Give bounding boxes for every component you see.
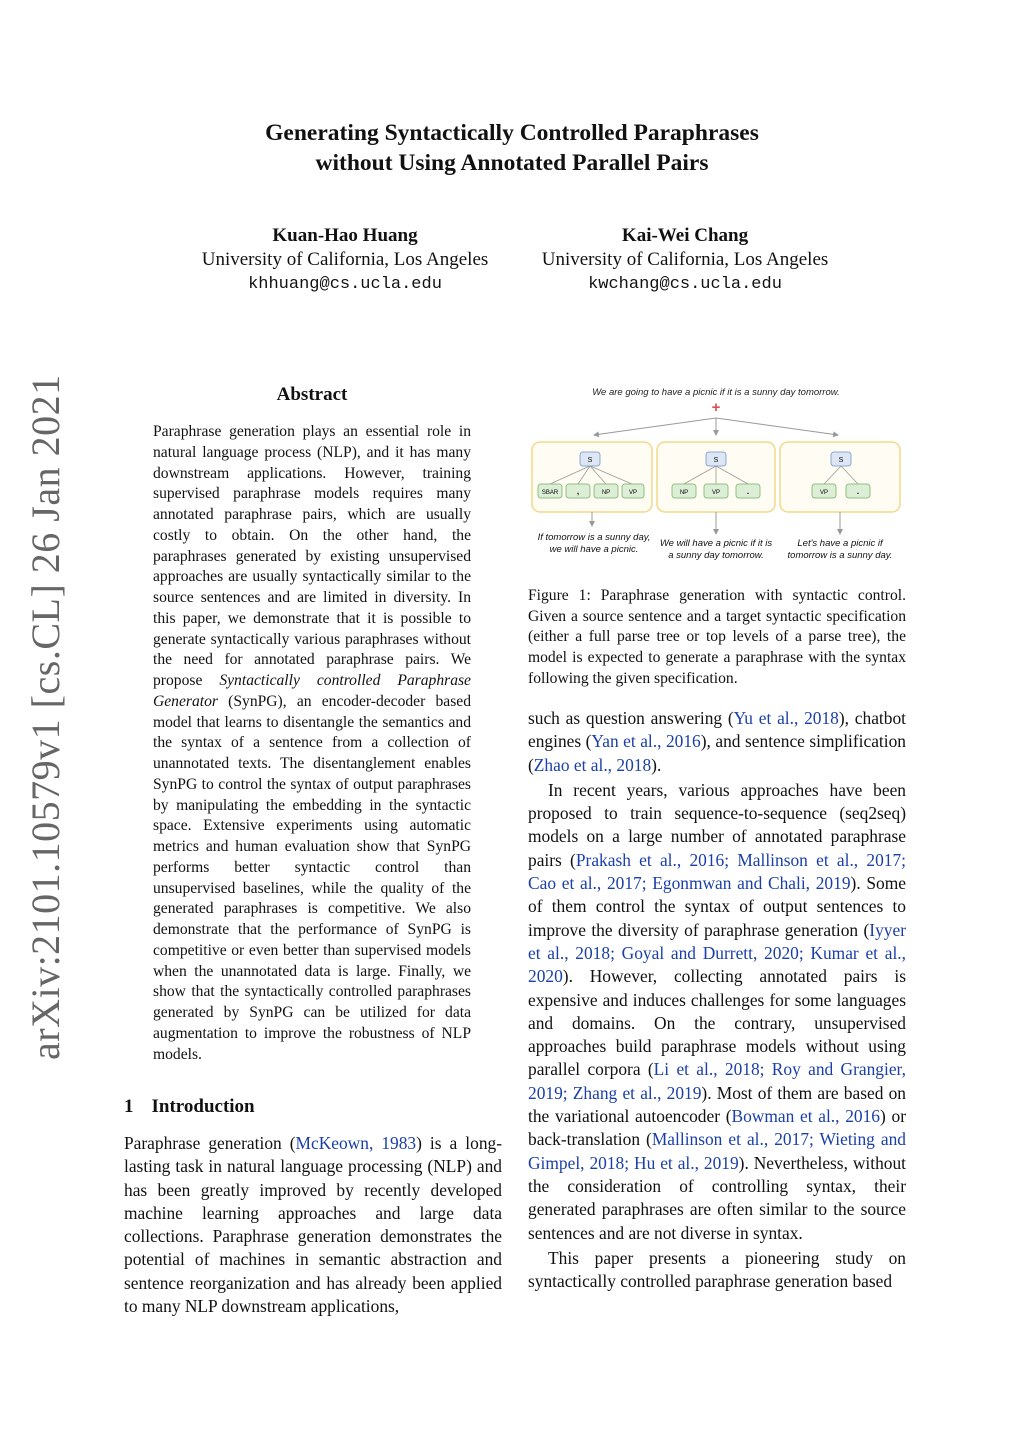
citation-link[interactable]: Zhao et al., 2018 xyxy=(533,754,652,775)
tree-1-output: If tomorrow is a sunny day, we will have a picnic. xyxy=(537,532,651,555)
plus-icon: + xyxy=(711,399,721,416)
tree-node-label: S xyxy=(587,457,593,464)
citation-link[interactable]: Iyyer et al., 2018; Goyal and Durrett, 2020; Kumar et al., 2020 xyxy=(528,919,906,987)
author-2-email[interactable]: kwchang@cs.ucla.edu xyxy=(588,275,782,294)
tree-node-label: VP xyxy=(711,490,721,496)
right-paragraph-3: This paper presents a pioneering study on syntactically controlled paraphrase generation based xyxy=(528,1247,906,1292)
section-heading-introduction xyxy=(124,1096,255,1118)
paper-title-line-1: Generating Syntactically Controlled Paraphrases xyxy=(265,120,759,146)
tree-node-label: S xyxy=(713,457,719,464)
abstract-model-name: Syntactically controlled Paraphrase Generator xyxy=(153,672,471,710)
citation-link[interactable]: Bowman et al., 2016 xyxy=(731,1106,880,1127)
tree-node-label: S xyxy=(838,457,844,464)
tree-2-output: We will have a picnic if it is a sunny day tomorrow. xyxy=(659,538,773,561)
parse-tree-1 xyxy=(532,442,652,512)
right-paragraph-1: such as question answering (Yu et al., 2018), chatbot engines (Yan et al., 2016), and sentence simplification (Zhao et al., 2018). xyxy=(528,708,906,775)
abstract-text-part-b: (SynPG), an encoder-decoder based model that learns to disentangle the semantics and the syntax of a sentence from a collection of unannotated texts. The disentanglement enables SynPG to control the syntax of output paraphrases by manipulating the embedding in the syntactic space. Extensive experiments using automatic metrics and human evaluation show that SynPG performs better syntactic control than unsupervised baselines, while the quality of the generated paraphrases is competitive. We also demonstrate that the performance of SynPG is competitive or even better than supervised models when the unannotated data is large. Finally, we show that the syntactically controlled paraphrases generated by SynPG can be utilized for data augmentation to improve the robustness of NLP models. xyxy=(153,692,471,1063)
tree-node-label: . xyxy=(856,487,860,496)
intro-text: ) is a long-lasting task in natural language processing (NLP) and has been greatly improved by recently developed machine learning approaches and large data collections. Paraphrase generation demonstrates the potential of machines in semantic abstraction and sentence reorganization and has already been applied to many NLP downstream applications, xyxy=(124,1133,503,1317)
citation-link[interactable]: McKeown, 1983 xyxy=(295,1133,417,1153)
tree-node-label: , xyxy=(576,487,580,496)
right-paragraph-2: In recent years, various approaches have been proposed to train sequence-to-sequence (seq2seq) models on a large number of annotated paraphrase pairs (Prakash et al., 2016; Mallinson et al., 2017; Cao et al., 2017; Egonmwan and Chali, 2019). Some of them control the syntax of output sentences to improve the diversity of paraphrase generation (Iyyer et al., 2018; Goyal and Durrett, 2020; Kumar et al., 2020). However, collecting annotated pairs is expensive and induces challenges for some languages and domains. On the contrary, unsupervised approaches build paraphrase models without using parallel corpora (Li et al., 2018; Roy and Grangier, 2019; Zhang et al., 2019). Most of them are based on the variational autoencoder (Bowman et al., 2016) or back-translation (Mallinson et al., 2017; Wieting and Gimpel, 2018; Hu et al., 2019). Nevertheless, without the consideration of controlling syntax, their generated paraphrases are often similar to the source sentences and are not diverse in syntax. xyxy=(528,779,907,1243)
citation-link[interactable]: Yan et al., 2016 xyxy=(591,731,701,752)
tree-node-label: VP xyxy=(628,490,638,496)
tree-3-output: Let's have a picnic if tomorrow is a sunny day. xyxy=(787,538,893,561)
citation-link[interactable]: Yu et al., 2018 xyxy=(733,708,839,728)
section-title: Introduction xyxy=(151,1096,255,1117)
arxiv-stamp: arXiv:2101.10579v1 [cs.CL] 26 Jan 2021 xyxy=(23,374,68,1060)
author-2-affiliation: University of California, Los Angeles xyxy=(541,249,829,270)
section-number: 1 xyxy=(124,1096,134,1117)
tree-node-label: NP xyxy=(679,490,689,496)
citation-link[interactable]: Prakash et al., 2016; Mallinson et al., 2017; Cao et al., 2017; Egonmwan and Chali, 2019 xyxy=(528,849,907,894)
paper-title-line-2: without Using Annotated Parallel Pairs xyxy=(315,150,709,176)
citation-link[interactable]: Li et al., 2018; Roy and Grangier, 2019; Zhang et al., 2019 xyxy=(528,1059,906,1103)
citation-link[interactable]: Mallinson et al., 2017; Wieting and Gimpel, 2018; Hu et al., 2019 xyxy=(528,1129,906,1173)
tree-node-label: . xyxy=(746,487,750,496)
arrow-to-tree-3 xyxy=(716,418,838,435)
parse-tree-2 xyxy=(657,442,775,512)
source-sentence: We are going to have a picnic if it is a sunny day tomorrow. xyxy=(592,387,840,398)
arrow-to-tree-1 xyxy=(594,418,716,435)
author-2-name: Kai-Wei Chang xyxy=(621,225,749,246)
author-1-name: Kuan-Hao Huang xyxy=(272,225,418,246)
intro-paragraph-1 xyxy=(124,1132,502,1318)
tree-node-label: VP xyxy=(819,490,829,496)
abstract-heading: Abstract xyxy=(276,384,348,405)
tree-node-label: SBAR xyxy=(541,490,559,496)
abstract-text-part-a: Paraphrase generation plays an essential role in natural language process (NLP), and it has many downstream applications. However, training supervised paraphrase models requires many annotated paraphrase pairs, which are usually costly to obtain. On the other hand, the paraphrases generated by existing unsupervised approaches are usually syntactically similar to the source sentences and are limited in diversity. In this paper, we demonstrate that it is possible to generate syntactically various paraphrases without the need for annotated paraphrase pairs. We propose xyxy=(153,423,471,689)
tree-node-label: NP xyxy=(601,490,611,496)
author-1-email[interactable]: khhuang@cs.ucla.edu xyxy=(248,275,442,294)
intro-text: Paraphrase generation ( xyxy=(124,1133,296,1153)
right-column-text xyxy=(528,707,906,1293)
figure-1-caption: Figure 1: Paraphrase generation with syntactic control. Given a source sentence and a target syntactic specification (either a full parse tree or top levels of a parse tree), the model is expected to generate a paraphrase with the syntax following the given specification. xyxy=(528,587,906,687)
author-1-affiliation: University of California, Los Angeles xyxy=(201,249,489,270)
parse-tree-3 xyxy=(780,442,900,512)
abstract-text xyxy=(153,422,471,1065)
